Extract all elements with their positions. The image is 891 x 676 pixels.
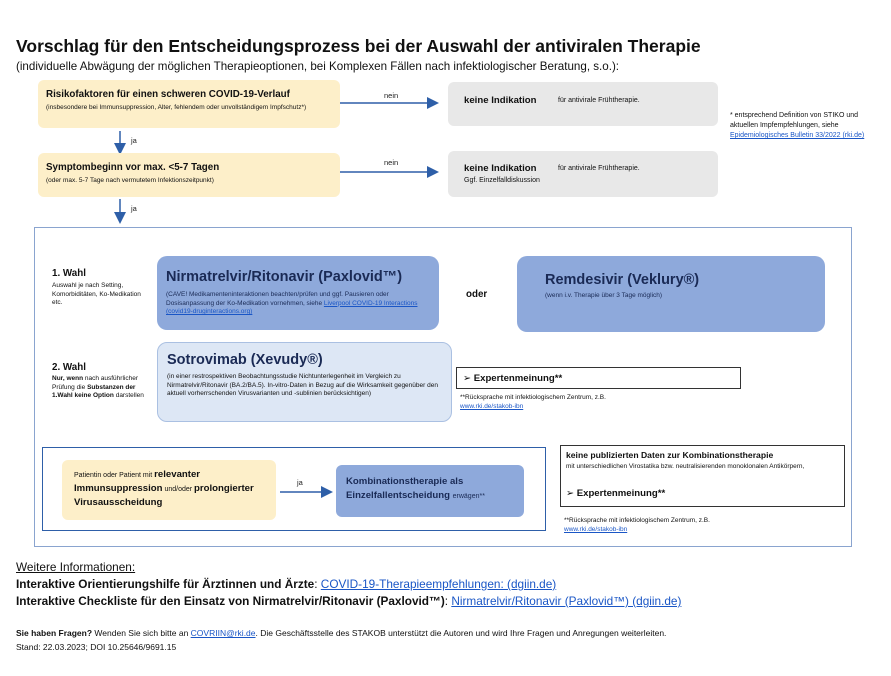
expert-opinion-box-1 <box>456 367 741 389</box>
contact-line <box>16 628 666 638</box>
immunosuppression-bold2: prolongierter Virusausscheidung <box>74 483 254 508</box>
immunosuppression-text <box>74 468 270 510</box>
contact-email[interactable]: COVRIIN@rki.de <box>190 628 256 638</box>
risk-factors-detail: (insbesondere bei Immunsuppression, Alter, fehlendem oder unvollständigem Impfschutz*) <box>46 104 307 111</box>
page-title: Vorschlag für den Entscheidungsprozess bei der Auswahl der antiviralen Therapie <box>16 36 701 56</box>
expert-opinion-1: ➢ Expertenmeinung** <box>463 373 563 384</box>
no-indication-box-2 <box>448 151 718 197</box>
step1-no-label: nein <box>384 91 399 100</box>
sotrovimab-name: Sotrovimab (Xevudy®) <box>167 352 323 368</box>
expert-note-2: **Rücksprache mit infektiologischem Zentrum, z.B. <box>564 517 710 524</box>
paxlovid-detail: (CAVE! Medikamenteninteraktionen beachten/prüfen und ggf. Pausieren oder Dosisanpassung der Ko-Medikation vornehmen, siehe <box>166 291 389 307</box>
footnote-link[interactable]: Epidemiologisches Bulletin 33/2022 (rki.de) <box>730 132 865 139</box>
no-indication-1-bold: keine Indikation <box>464 95 537 106</box>
symptom-onset-heading: Symptombeginn vor max. <5-7 Tagen <box>46 162 220 173</box>
combination-yes-label: ja <box>297 478 303 487</box>
further-info-line2-link[interactable]: Nirmatrelvir/Ritonavir (Paxlovid™) (dgiin.de) <box>451 594 682 608</box>
no-indication-2-bold: keine Indikation <box>464 163 537 174</box>
second-choice-detail-3: Substanzen der 1.Wahl keine Option <box>52 383 136 399</box>
second-choice-label: 2. Wahl <box>52 362 86 373</box>
remdesivir-detail: (wenn i.v. Therapie über 3 Tage möglich) <box>545 292 663 299</box>
remdesivir-name: Remdesivir (Veklury®) <box>545 272 700 288</box>
or-label: oder <box>466 289 488 300</box>
immunosuppression-pre: Patientin oder Patient mit <box>74 472 153 479</box>
step2-no-label: nein <box>384 158 399 167</box>
sotrovimab-detail: (in einer restrospektiven Beobachtungsstudie Nichtunterlegenheit im Vergleich zu Nirmatrelvir/Ritonavir (BA.2/BA.5). In-vitro-Daten in Bezug auf die Wirksamkeit gegenüber den aktuell vorherrschenden Virusvarianten und -sublinien berücksichtigen) <box>167 373 438 397</box>
no-indication-2-line2: Ggf. Einzelfalldiskussion <box>464 177 540 184</box>
contact-question: Sie haben Fragen? <box>16 628 93 638</box>
paxlovid-name: Nirmatrelvir/Ritonavir (Paxlovid™) <box>166 269 403 285</box>
contact-text-post: . Die Geschäftsstelle des STAKOB unterstützt die Autoren und wird Ihre Fragen und Anregungen weiterleiten. <box>255 628 667 638</box>
no-data-detail: mit unterschiedlichen Virostatika bzw. neutralisierenden monoklonalen Antikörpern, <box>566 463 805 470</box>
symptom-onset-box <box>38 153 340 197</box>
stand-line: Stand: 22.03.2023; DOI 10.25646/9691.15 <box>16 642 177 652</box>
first-choice-detail: Auswahl je nach Setting, Komorbiditäten, Ko-Medikation etc. <box>52 282 141 306</box>
expert-link-1[interactable]: www.rki.de/stakob-ibn <box>460 403 524 410</box>
risk-factors-heading: Risikofaktoren für einen schweren COVID-19-Verlauf <box>46 89 290 100</box>
immunosuppression-bold1: relevanter Immunsuppression <box>74 469 201 494</box>
no-data-box <box>560 445 845 507</box>
step2-yes-label: ja <box>131 204 137 213</box>
footnote-stiko <box>730 111 875 141</box>
sotrovimab-box <box>157 342 452 422</box>
footnote-text: * entsprechend Definition von STIKO und aktuellen Impfempfehlungen, siehe <box>730 112 859 129</box>
further-info-line1-link[interactable]: COVID-19-Therapieempfehlungen: (dgiin.de) <box>320 577 557 591</box>
no-indication-2-text: für antivirale Frühtherapie. <box>558 165 640 172</box>
no-data-heading: keine publizierten Daten zur Kombinationstherapie <box>566 450 774 460</box>
no-indication-box-1 <box>448 82 718 126</box>
first-choice-label-block <box>52 268 152 308</box>
first-choice-label: 1. Wahl <box>52 268 86 279</box>
second-choice-detail-2: nach ausführlicher Prüfung die <box>52 375 138 391</box>
second-choice-detail-1: Nur, wenn <box>52 375 84 382</box>
expert-link-2[interactable]: www.rki.de/stakob-ibn <box>564 526 628 533</box>
no-indication-1-text: für antivirale Frühtherapie. <box>558 97 640 104</box>
second-choice-label-block <box>52 362 152 401</box>
combination-therapy-small: erwägen** <box>452 493 485 500</box>
combination-therapy-text <box>346 475 518 504</box>
paxlovid-detail-block <box>166 291 431 317</box>
step1-yes-label: ja <box>131 136 137 145</box>
further-info-line1: Interaktive Orientierungshilfe für Ärztinnen und Ärzte: COVID-19-Therapieempfehlungen: (dgiin.de) <box>16 577 557 591</box>
further-info-line2-text: Interaktive Checkliste für den Einsatz von Nirmatrelvir/Ritonavir (Paxlovid™) <box>16 594 445 608</box>
combination-therapy-box <box>336 465 524 517</box>
expert-opinion-2: ➢ Expertenmeinung** <box>566 488 666 499</box>
further-info-line1-text: Interaktive Orientierungshilfe für Ärztinnen und Ärzte <box>16 577 315 591</box>
paxlovid-link[interactable]: Liverpool COVID-19 Interactions (covid19-druginteractions.org) <box>166 299 418 315</box>
expert-note-1: **Rücksprache mit infektiologischem Zentrum, z.B. <box>460 394 606 401</box>
risk-factors-box <box>38 80 340 128</box>
immunosuppression-box <box>62 460 276 520</box>
page-subtitle: (individuelle Abwägung der möglichen Therapieoptionen, bei Komplexen Fällen nach infektiologischer Beratung, s.o.): <box>16 60 620 73</box>
paxlovid-box <box>157 256 439 330</box>
second-choice-detail-4: darstellen <box>115 392 144 399</box>
immunosuppression-mid: und/oder <box>164 486 193 493</box>
symptom-onset-detail: (oder max. 5-7 Tage nach vermutetem Infektionszeitpunkt) <box>46 177 214 184</box>
second-choice-detail <box>52 375 152 401</box>
combination-therapy-bold: Kombinationstherapie als Einzelfallentscheidung <box>346 476 464 501</box>
contact-text-pre: Wenden Sie sich bitte an <box>94 628 189 638</box>
remdesivir-box <box>517 256 825 332</box>
further-info-heading: Weitere Informationen: <box>16 560 136 574</box>
further-info-line2: Interaktive Checkliste für den Einsatz von Nirmatrelvir/Ritonavir (Paxlovid™): Nirmatrelvir/Ritonavir (Paxlovid™) (dgiin.de) <box>16 594 682 608</box>
